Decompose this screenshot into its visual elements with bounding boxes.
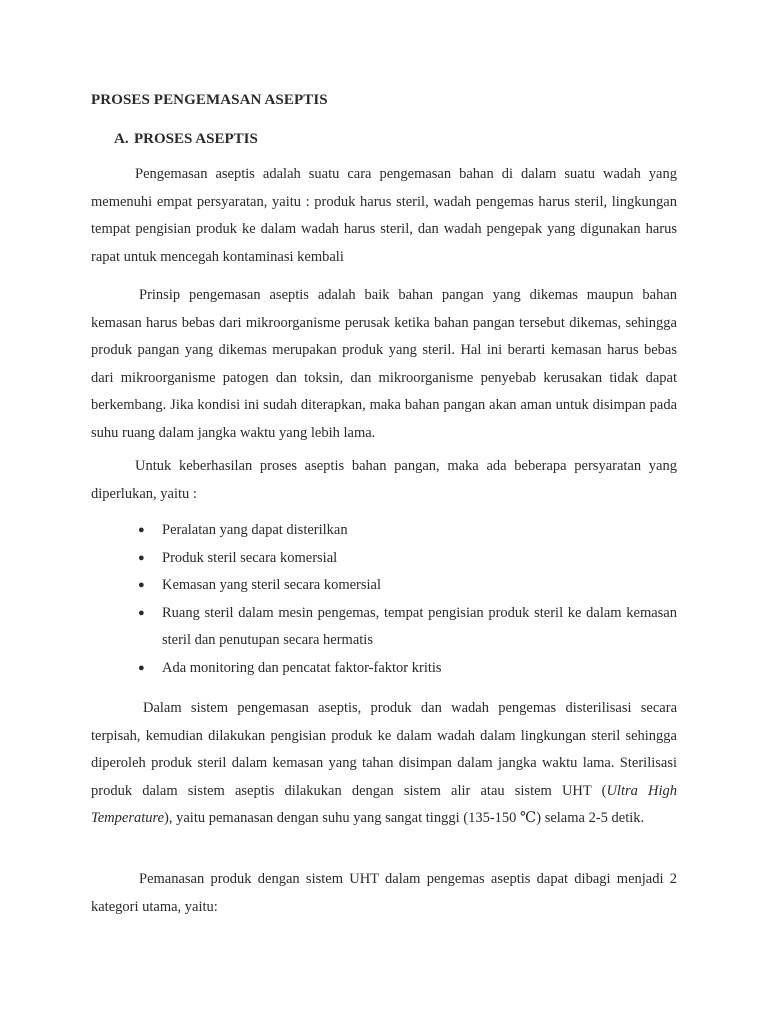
bullet-icon: ● <box>138 524 145 536</box>
uht-text-after: ), yaitu pemanasan dengan suhu yang sangat tinggi (135-150 ℃) selama 2-5 detik. <box>164 810 645 826</box>
requirements-list <box>135 517 677 682</box>
list-item <box>135 600 677 655</box>
paragraph-aseptic-system <box>91 695 677 833</box>
list-item-text: Produk steril secara komersial <box>162 549 338 566</box>
section-heading <box>114 131 258 148</box>
bullet-icon: ● <box>138 579 145 591</box>
list-item <box>135 545 677 573</box>
list-item <box>135 572 677 600</box>
bullet-icon: ● <box>138 551 145 564</box>
bullet-icon: ● <box>138 606 145 619</box>
paragraph-definition: Pengemasan aseptis adalah suatu cara pengemasan bahan di dalam suatu wadah yang memenuhi empat persyaratan, yaitu : produk harus steril, wadah pengemas harus steril, lingkungan tempat pengisian produk ke dalam wadah harus steril, dan wadah pengepak yang digunakan harus rapat untuk mencegah kontaminasi kembali <box>91 166 677 265</box>
paragraph-principle: Prinsip pengemasan aseptis adalah baik bahan pangan yang dikemas maupun bahan kemasan harus bebas dari mikroorganisme perusak ketika bahan pangan tersebut dikemas, sehingga produk pangan yang dikemas merupakan produk yang steril. Hal ini berarti kemasan harus bebas dari mikroorganisme patogen dan toksin, dan mikroorganisme penyebab kerusakan tidak dapat berkembang. Jika kondisi ini sudah diterapkan, maka bahan pangan akan aman untuk disimpan pada suhu ruang dalam jangka waktu yang lebih lama. <box>91 287 677 441</box>
bullet-icon: ● <box>138 661 145 674</box>
uht-text-before: Dalam sistem pengemasan aseptis, produk dan wadah pengemas disterilisasi secara terpisah, kemudian dilakukan pengisian produk ke dalam wadah dalam lingkungan steril sehingga diperoleh produk steril dalam kemasan yang tahan disimpan dalam jangka waktu lama. Sterilisasi produk dalam sistem aseptis dilakukan dengan sistem alir atau sistem UHT ( <box>91 700 677 799</box>
list-item-text: Ruang steril dalam mesin pengemas, tempat pengisian produk steril ke dalam kemasan steril dan penutupan secara hermatis <box>162 604 677 648</box>
list-item-text: Ada monitoring dan pencatat faktor-faktor kritis <box>162 659 442 676</box>
document-title: PROSES PENGEMASAN ASEPTIS <box>91 92 328 108</box>
list-item <box>135 655 677 683</box>
paragraph-uht-categories: Pemanasan produk dengan sistem UHT dalam pengemas aseptis dapat dibagi menjadi 2 kategori utama, yaitu: <box>91 871 677 915</box>
list-item-text: Peralatan yang dapat disterilkan <box>162 522 348 538</box>
list-item <box>135 517 677 545</box>
uht-full-name: Ultra High Temperature <box>91 782 677 826</box>
section-marker: A. <box>114 131 129 147</box>
section-heading-text: PROSES ASEPTIS <box>134 131 258 147</box>
paragraph-requirements-intro: Untuk keberhasilan proses aseptis bahan pangan, maka ada beberapa persyaratan yang diperlukan, yaitu : <box>91 458 677 502</box>
list-item-text: Kemasan yang steril secara komersial <box>162 577 382 593</box>
